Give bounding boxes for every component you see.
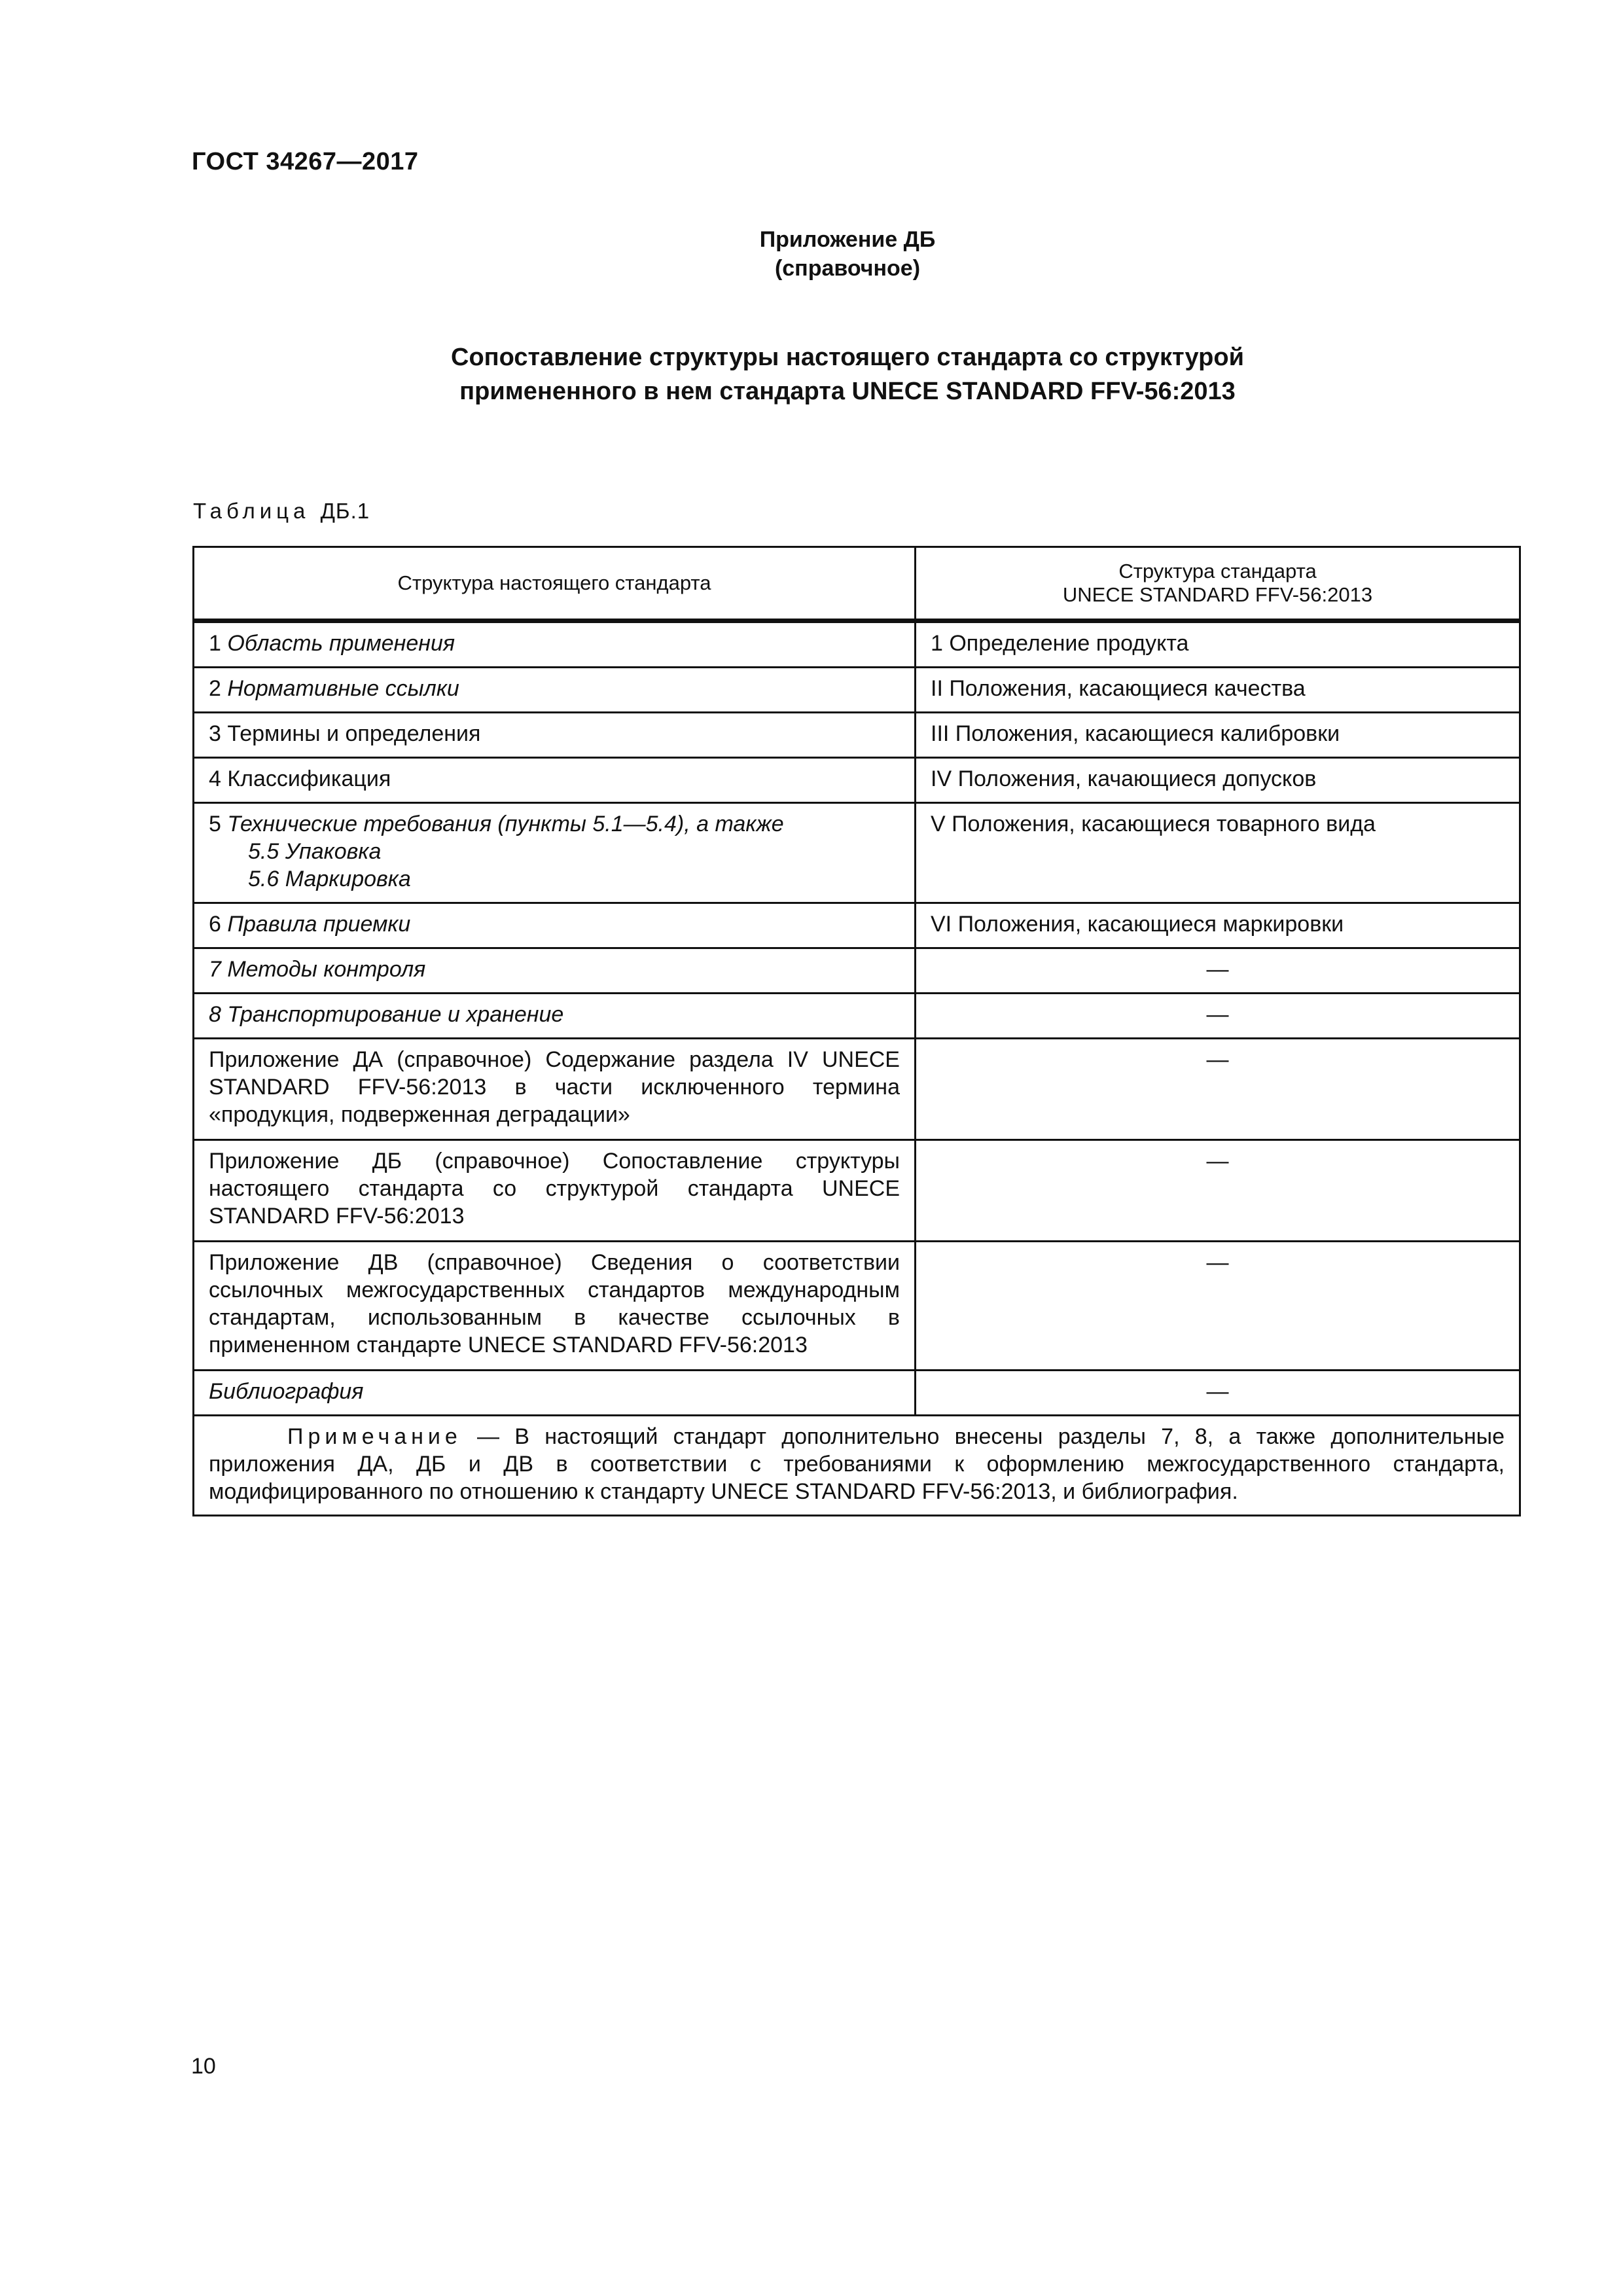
table-row [194,1140,1520,1242]
section-title: Правила приемки [227,912,411,937]
section-title: Технические требования (пункты 5.1—5.4), а также [227,812,784,836]
table-row [194,903,1520,948]
note-text: — В настоящий стандарт дополнительно внесены разделы 7, 8, а также дополнительные приложения ДА, ДБ и ДВ в соответствии с требованиями к оформлению межгосударственного стандарта, модифицированного по отношению к стандарту UNECE STANDARD FFV-56:2013, и библиография. [209,1424,1505,1504]
table-caption-number: ДБ.1 [320,499,370,523]
right-cell: IV Положения, качающиеся допусков [916,758,1520,803]
table-row [194,948,1520,994]
appendix-label: Приложение ДБ [759,227,936,252]
section-title: Нормативные ссылки [227,676,459,701]
structure-comparison-table [192,546,1521,1516]
table-row [194,1371,1520,1416]
table-row [194,994,1520,1039]
left-cell: Приложение ДВ (справочное) Сведения о соответствии ссылочных межгосударственных стандартов международным стандартам, использованным в качестве ссылочных в примененном стандарте UNECE STANDARD FFV-56:2013 [194,1242,916,1371]
left-cell [194,903,916,948]
left-cell [194,803,916,903]
left-cell: 3 Термины и определения [194,713,916,758]
table-row [194,668,1520,713]
right-cell: V Положения, касающиеся товарного вида [916,803,1520,903]
right-cell: 1 Определение продукта [916,621,1520,668]
right-cell: II Положения, касающиеся качества [916,668,1520,713]
right-cell: VI Положения, касающиеся маркировки [916,903,1520,948]
header-right-line-2: UNECE STANDARD FFV-56:2013 [1062,583,1373,606]
section-number: 2 [209,676,221,701]
note-label: Примечание [287,1424,462,1449]
right-cell-dash: — [916,1242,1520,1371]
left-cell [194,621,916,668]
left-cell: Приложение ДА (справочное) Содержание раздела IV UNECE STANDARD FFV-56:2013 в части исключенного термина «продукция, подверженная деградации» [194,1039,916,1140]
left-cell: 7 Методы контроля [194,948,916,994]
table-row [194,758,1520,803]
table-note [194,1416,1520,1516]
table-header-row [194,547,1520,621]
appendix-title [0,340,1623,408]
table-row [194,621,1520,668]
appendix-title-line-2: примененного в нем стандарта UNECE STANDARD FFV-56:2013 [459,378,1236,405]
table-caption [193,499,370,524]
left-cell: Библиография [194,1371,916,1416]
section-number: 5 [209,812,221,836]
right-cell-dash: — [916,1371,1520,1416]
left-cell: 4 Классификация [194,758,916,803]
left-cell: Приложение ДБ (справочное) Сопоставление структуры настоящего стандарта со структурой стандарта UNECE STANDARD FFV-56:2013 [194,1140,916,1242]
header-right-line-1: Структура стандарта [1118,560,1317,583]
subsection-marking: 5.6 Маркировка [248,867,411,891]
appendix-kind: (справочное) [774,256,921,281]
right-cell-dash: — [916,994,1520,1039]
table-row [194,713,1520,758]
section-number: 6 [209,912,221,937]
table-row [194,803,1520,903]
document-code: ГОСТ 34267—2017 [192,148,419,175]
table-row [194,1242,1520,1371]
table-row [194,1039,1520,1140]
left-cell: 8 Транспортирование и хранение [194,994,916,1039]
right-cell-dash: — [916,948,1520,994]
subsection-packaging: 5.5 Упаковка [248,839,382,864]
header-right-cell [916,547,1520,621]
table-caption-word: Таблица [193,499,310,523]
right-cell-dash: — [916,1140,1520,1242]
page-number: 10 [191,2054,216,2079]
table-note-row [194,1416,1520,1516]
appendix-heading [0,225,1623,283]
right-cell-dash: — [916,1039,1520,1140]
section-title: Область применения [227,631,455,656]
right-cell: III Положения, касающиеся калибровки [916,713,1520,758]
appendix-title-line-1: Сопоставление структуры настоящего стандарта со структурой [451,344,1244,371]
left-cell [194,668,916,713]
header-left-cell: Структура настоящего стандарта [194,547,916,621]
section-number: 1 [209,631,221,656]
